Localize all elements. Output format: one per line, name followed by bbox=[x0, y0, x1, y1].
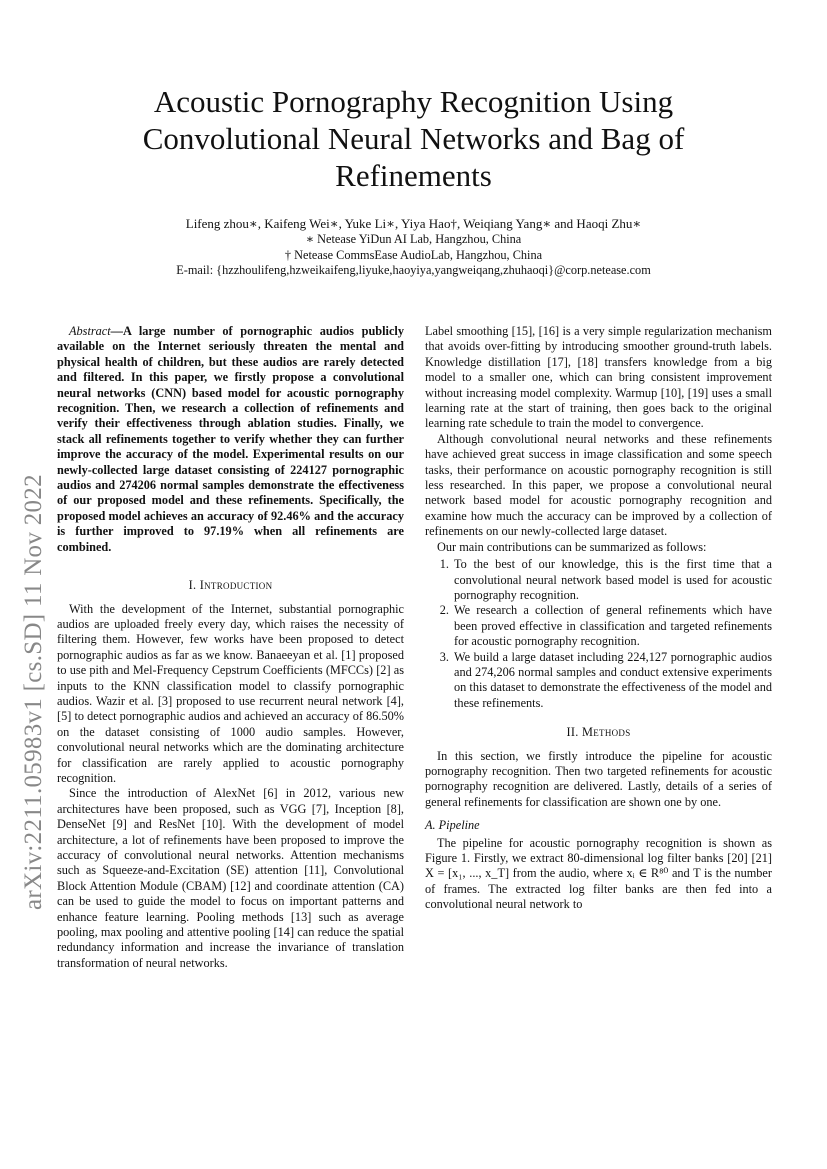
contributions-list bbox=[425, 557, 772, 711]
affiliation: ∗ Netease YiDun AI Lab, Hangzhou, China bbox=[305, 232, 522, 246]
arxiv-identifier: arXiv:2211.05983v1 [cs.SD] 11 Nov 2022 bbox=[20, 474, 47, 910]
list-item: 3. We build a large dataset including 224,127 pornographic audios and 274,206 normal samples and conduct extensive experiments on this dataset to demonstrate the effectiveness of the model and these refinements. bbox=[452, 650, 772, 712]
left-column bbox=[57, 324, 404, 971]
section-heading-methods: II. Methods bbox=[566, 725, 631, 740]
email: E-mail: {hzzhoulifeng,hzweikaifeng,liyuke,haoyiya,yangweiqang,zhuhaoqi}@corp.netease.com bbox=[176, 263, 651, 277]
paragraph: The pipeline for acoustic pornography recognition is shown as Figure 1. Firstly, we extract 80-dimensional log filter banks [20] [21] X = [x₁, ..., x_T] from the audio, where xᵢ ∈ R⁸⁰ and T is the number of frames. The extracted log filter banks are then fed into a convolutional neural network to bbox=[425, 835, 772, 912]
paragraph: With the development of the Internet, substantial pornographic audios are uploaded freely every day, which raises the necessity of filtering them. However, few works have been proposed to detect pornographic audios as far as we know. Banaeeyan et al. [1] proposed to use pith and Mel-Frequency Cepstrum Coefficients (MFCCs) [2] as inputs to the KNN classification model to classify pornographic audios. Wazir et al. [3] proposed to use recurrent neural network [4], [5] to detect pornographic audios and achieved an accuracy of 86.50% on the dataset consisting of 1000 audio samples. However, convolutional neural networks which are the dominating architecture for classification are rarely applied to acoustic pornography recognition. bbox=[57, 601, 404, 785]
paper-title: Acoustic Pornography Recognition Using Convolutional Neural Networks and Bag of Refinements bbox=[142, 84, 685, 193]
abstract bbox=[57, 324, 404, 555]
paragraph: Our main contributions can be summarized as follows: bbox=[437, 539, 707, 554]
right-column bbox=[425, 324, 772, 913]
subsection-heading-pipeline: A. Pipeline bbox=[425, 818, 480, 833]
affiliation: † Netease CommsEase AudioLab, Hangzhou, China bbox=[284, 247, 543, 262]
list-item: 2. We research a collection of general refinements which have been proved effective in classification and targeted refinements for acoustic pornography recognition. bbox=[452, 603, 772, 649]
abstract-label: Abstract bbox=[69, 324, 111, 338]
paragraph: Label smoothing [15], [16] is a very simple regularization mechanism that avoids over-fitting by introducing smoother ground-truth labels. Knowledge distillation [17], [18] transfers knowledge from a big model to a smaller one, which can bring consistent improvement without increasing model complexity. Warmup [10], [19] uses a small learning rate at the start of training, then goes back to the original learning rate schedule to train the model to convergence. bbox=[425, 324, 772, 431]
section-heading-introduction: I. Introduction bbox=[188, 578, 273, 593]
paragraph: In this section, we firstly introduce the pipeline for acoustic pornography recognition. Then two targeted refinements for acoustic pornography recognition are delivered. Lastly, details of a series of general refinements for classification are shown one by one. bbox=[425, 748, 772, 809]
paragraph: Although convolutional neural networks and these refinements have achieved great success in image classification and some speech tasks, their performance on acoustic pornography recognition is still less researched. In this paper, we propose a convolutional neural network based model for acoustic pornography recognition and examine how much the accuracy can be improved by a collection of refinements on our newly-collected large dataset. bbox=[425, 431, 772, 539]
abstract-text: —A large number of pornographic audios publicly available on the Internet seriously threaten the mental and physical health of children, but these audios are rarely detected and filtered. In this paper, we firstly propose a convolutional neural networks (CNN) based model for acoustic pornography recognition. Then, we research a collection of refinements and verify their effectiveness through ablation studies. Finally, we stack all refinements together to verify whether they can further improve the accuracy of the model. Experimental results on our newly-collected large dataset consisting of 224127 pornographic audios and 274206 normal samples demonstrate the effectiveness of our proposed model and these refinements. Specifically, the proposed model achieves an accuracy of 92.46% and the accuracy is further improved to 97.19% when all refinements are combined. bbox=[57, 324, 404, 554]
list-item: 1. To the best of our knowledge, this is the first time that a convolutional neural network based model is used for acoustic pornography recognition. bbox=[452, 557, 772, 603]
author-block bbox=[60, 216, 767, 279]
paragraph: Since the introduction of AlexNet [6] in 2012, various new architectures have been proposed, such as VGG [7], Inception [8], DenseNet [9] and ResNet [10]. With the development of model architecture, a lot of refinements have been proposed to improve the accuracy of convolutional neural networks. Attention mechanisms such as Squeeze-and-Excitation (SE) attention [11], Convolutional Block Attention Module (CBAM) [12] and coordinate attention (CA) can be used to guide the model to focus on important patterns and enhance feature learning. Pooling methods [13] such as average pooling, max pooling and attentive pooling [14] can reduce the spatial redundancy information and increase the invariance of translation transformation of neural networks. bbox=[57, 786, 404, 970]
author-list: Lifeng zhou∗, Kaifeng Wei∗, Yuke Li∗, Yiya Hao†, Weiqiang Yang∗ and Haoqi Zhu∗ bbox=[185, 216, 642, 231]
